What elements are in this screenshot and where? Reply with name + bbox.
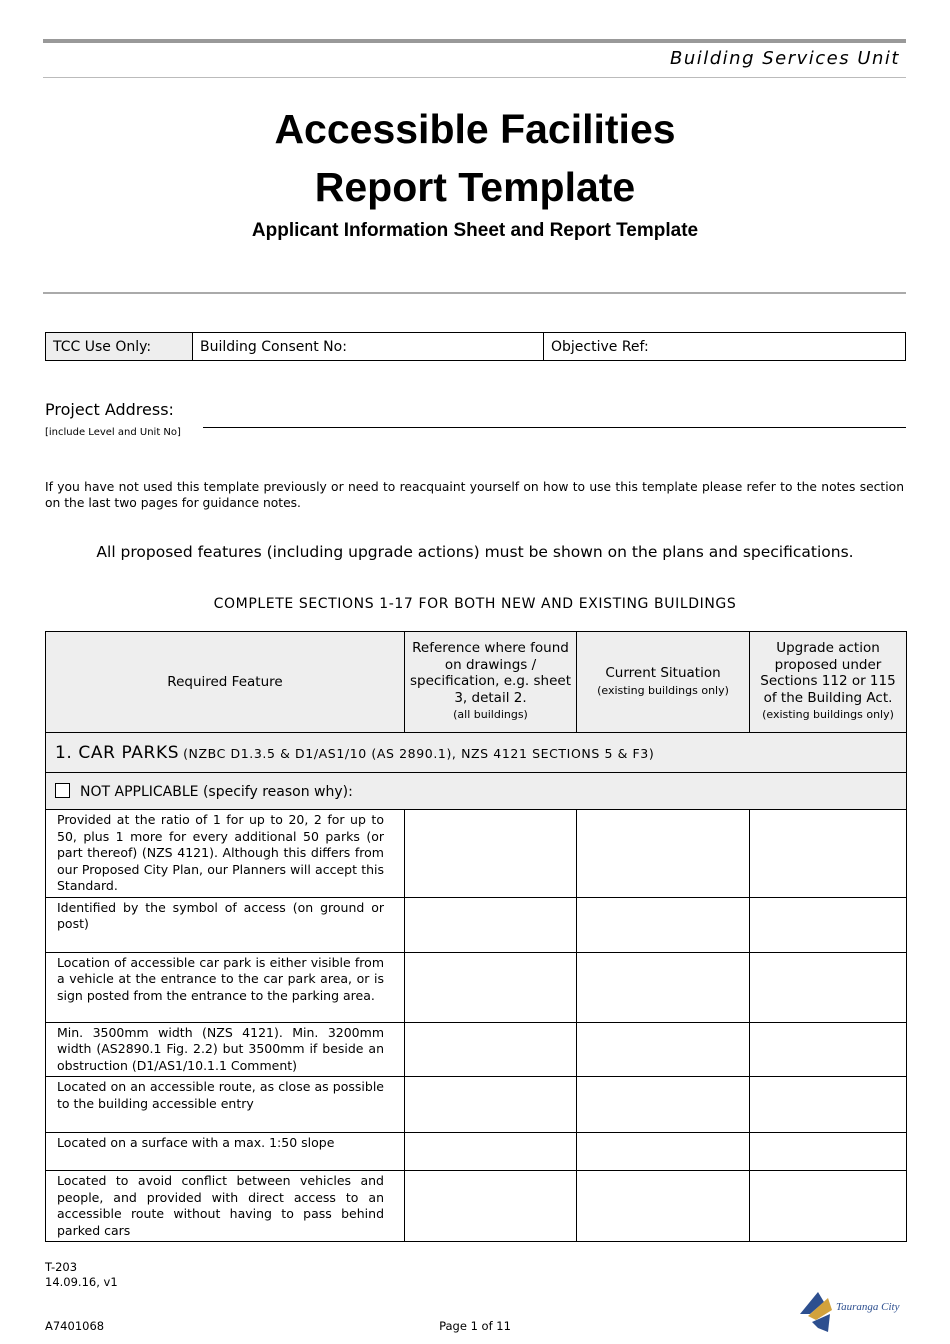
tcc-use-only-label: TCC Use Only: (46, 333, 193, 361)
feature-text: Located on an accessible route, as close as possible to the building accessible entry (46, 1077, 405, 1133)
reference-cell[interactable] (405, 1077, 577, 1133)
header-rule (43, 39, 906, 43)
form-number: T-203 (45, 1260, 78, 1274)
upgrade-action-cell[interactable] (750, 952, 907, 1022)
tauranga-city-logo (798, 1288, 910, 1336)
page-number: Page 1 of 11 (439, 1319, 511, 1333)
section-title: 1. CAR PARKS (55, 742, 180, 763)
reference-cell[interactable] (405, 1171, 577, 1242)
upgrade-action-cell[interactable] (750, 1133, 907, 1171)
subtitle: Applicant Information Sheet and Report Template (251, 220, 699, 241)
header-required-feature: Required Feature (46, 632, 405, 733)
upgrade-action-cell[interactable] (750, 1077, 907, 1133)
current-situation-cell[interactable] (577, 952, 750, 1022)
feature-text: Identified by the symbol of access (on ground or post) (46, 897, 405, 952)
header-divider (43, 77, 906, 78)
title-line-2: Report Template (314, 164, 636, 210)
logo-text: Tauranga City (836, 1301, 900, 1313)
header-current-situation: Current Situation (existing buildings only) (577, 632, 750, 733)
feature-text: Provided at the ratio of 1 for up to 20, 2 for up to 50, plus 1 more for every additional 50 parks (or part thereof) (NZS 4121). Although this differs from our Proposed City Plan, our Planners will accept this Standard. (46, 810, 405, 898)
complete-sections-heading: COMPLETE SECTIONS 1-17 FOR BOTH NEW AND EXISTING BUILDINGS (213, 596, 737, 612)
feature-text: Min. 3500mm width (NZS 4121). Min. 3200mm width (AS2890.1 Fig. 2.2) but 3500mm if beside an obstruction (D1/AS1/10.1.1 Comment) (46, 1022, 405, 1077)
reference-cell[interactable] (405, 810, 577, 898)
current-situation-cell[interactable] (577, 897, 750, 952)
objective-ref-field[interactable]: Objective Ref: (544, 333, 906, 361)
not-applicable-label: NOT APPLICABLE (specify reason why): (80, 783, 353, 800)
feature-text: Located to avoid conflict between vehicles and people, and provided with direct access to an accessible route without having to pass behind parked cars (46, 1171, 405, 1242)
upgrade-action-cell[interactable] (750, 897, 907, 952)
project-address-label: Project Address: (45, 400, 174, 419)
upgrade-action-cell[interactable] (750, 810, 907, 898)
section-reference: (NZBC D1.3.5 & D1/AS1/10 (AS 2890.1), NZS 4121 SECTIONS 5 & F3) (183, 745, 655, 761)
table-row (46, 1133, 907, 1171)
form-version: 14.09.16, v1 (45, 1274, 118, 1289)
reference-cell[interactable] (405, 952, 577, 1022)
not-applicable-checkbox[interactable] (55, 783, 70, 798)
unit-name: Building Services Unit (669, 48, 900, 69)
table-row (46, 1171, 907, 1242)
building-consent-field[interactable]: Building Consent No: (193, 333, 544, 361)
current-situation-cell[interactable] (577, 1171, 750, 1242)
table-header-row (46, 632, 907, 733)
upgrade-action-cell[interactable] (750, 1171, 907, 1242)
proposed-features-note: All proposed features (including upgrade actions) must be shown on the plans and specifications. (96, 543, 854, 561)
current-situation-cell[interactable] (577, 1133, 750, 1171)
table-row (46, 897, 907, 952)
table-row (46, 810, 907, 898)
reference-cell[interactable] (405, 897, 577, 952)
intro-text: If you have not used this template previously or need to reacquaint yourself on how to use this template please refer to the notes section on the last two pages for guidance notes. (45, 480, 904, 510)
form-code (45, 1260, 118, 1289)
project-address-note: [include Level and Unit No] (45, 427, 181, 438)
header-reference: Reference where found on drawings / specification, e.g. sheet 3, detail 2. (all buildings) (405, 632, 577, 733)
section-car-parks (46, 733, 907, 773)
project-address-field[interactable] (203, 427, 906, 428)
current-situation-cell[interactable] (577, 1077, 750, 1133)
tcc-use-table (45, 332, 906, 361)
upgrade-action-cell[interactable] (750, 1022, 907, 1077)
current-situation-cell[interactable] (577, 1022, 750, 1077)
reference-cell[interactable] (405, 1022, 577, 1077)
reference-cell[interactable] (405, 1133, 577, 1171)
title-divider (43, 292, 906, 294)
report-table (45, 631, 907, 1242)
feature-text: Located on a surface with a max. 1:50 slope (46, 1133, 405, 1171)
table-row (46, 1022, 907, 1077)
header-upgrade-action: Upgrade action proposed under Sections 112 or 115 of the Building Act. (existing buildings only) (750, 632, 907, 733)
table-row (46, 952, 907, 1022)
title-line-1: Accessible Facilities (274, 106, 676, 152)
current-situation-cell[interactable] (577, 810, 750, 898)
document-id: A7401068 (45, 1319, 105, 1333)
table-row (46, 1077, 907, 1133)
feature-text: Location of accessible car park is either visible from a vehicle at the entrance to the car park area, or is sign posted from the entrance to the parking area. (46, 952, 405, 1022)
not-applicable-row (46, 773, 907, 810)
